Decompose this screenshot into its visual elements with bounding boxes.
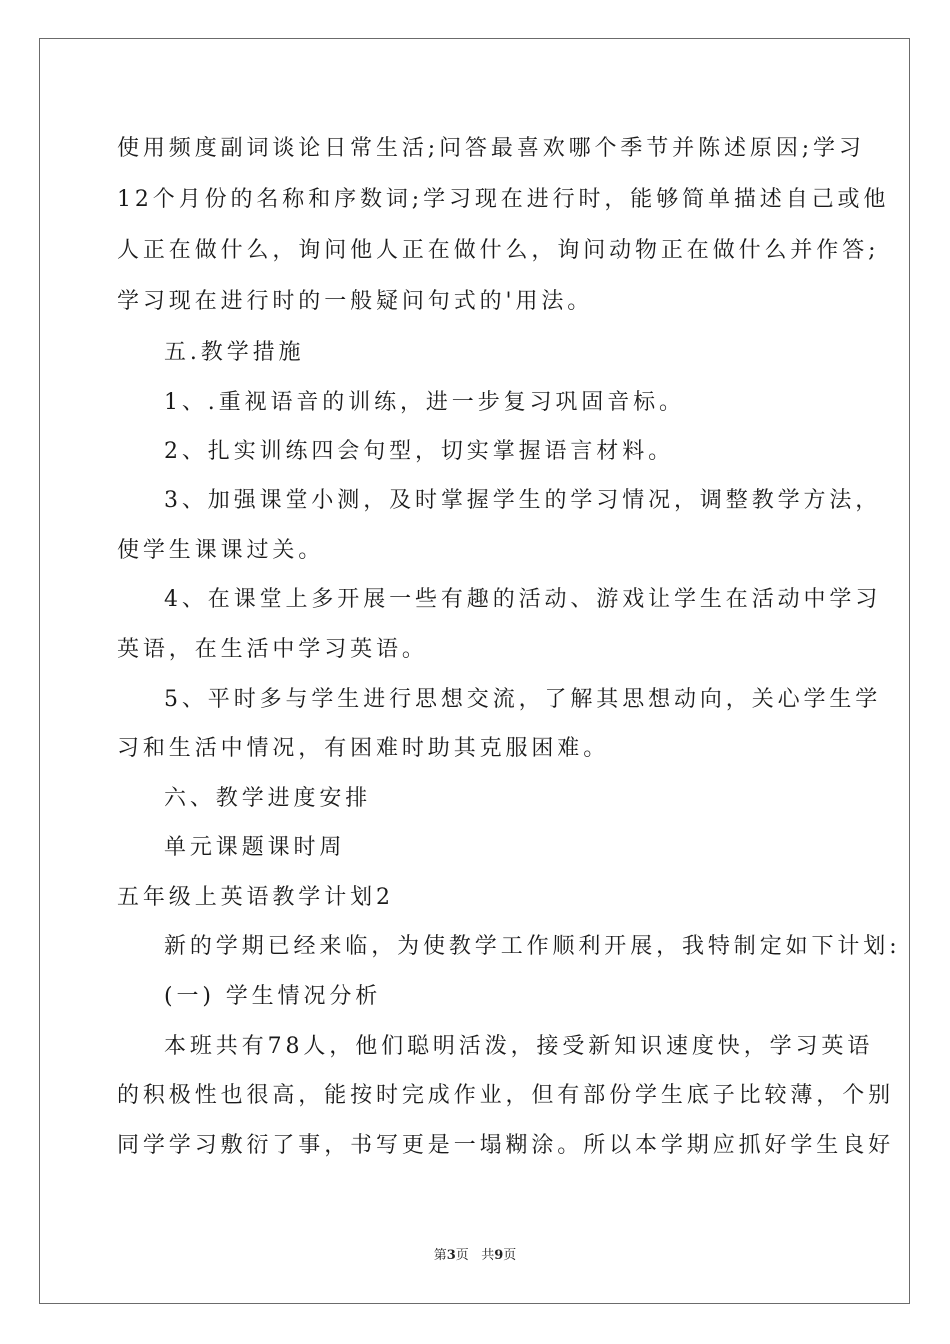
- page-footer: [0, 1247, 950, 1265]
- body-text-line: 英语，在生活中学习英语。: [117, 637, 428, 662]
- body-text-line: 的积极性也很高，能按时完成作业，但有部份学生底子比较薄，个别: [117, 1083, 895, 1108]
- list-item: 1、.重视语音的训练，进一步复习巩固音标。: [164, 390, 685, 415]
- footer-suffix: 页: [503, 1248, 517, 1263]
- section-heading: (一) 学生情况分析: [164, 984, 382, 1009]
- body-text-line: 使用频度副词谈论日常生活;问答最喜欢哪个季节并陈述原因;学习: [117, 136, 865, 161]
- body-text-line: 新的学期已经来临，为使教学工作顺利开展，我特制定如下计划:: [164, 934, 901, 959]
- section-heading: 六、教学进度安排: [164, 786, 372, 811]
- body-text-line: 习和生活中情况，有困难时助其克服困难。: [117, 736, 610, 761]
- footer-mid: 页 共: [455, 1248, 495, 1263]
- list-item: 2、扎实训练四会句型，切实掌握语言材料。: [164, 439, 674, 464]
- current-page-number: 3: [446, 1248, 456, 1263]
- body-text-line: 同学学习敷衍了事，书写更是一塌糊涂。所以本学期应抓好学生良好: [117, 1133, 895, 1158]
- body-text-line: 单元课题课时周: [164, 835, 346, 860]
- body-text-line: 人正在做什么，询问他人正在做什么，询问动物正在做什么并作答;: [117, 238, 880, 263]
- page-border: [39, 38, 910, 1304]
- total-page-number: 9: [494, 1248, 504, 1263]
- body-text-line: 本班共有78人，他们聪明活泼，接受新知识速度快，学习英语: [164, 1034, 874, 1059]
- document-title: 五年级上英语教学计划2: [117, 885, 394, 910]
- body-text-line: 12个月份的名称和序数词;学习现在进行时，能够简单描述自己或他: [117, 187, 890, 212]
- body-text-line: 使学生课课过关。: [117, 538, 325, 563]
- list-item: 5、平时多与学生进行思想交流，了解其思想动向，关心学生学: [164, 687, 882, 712]
- section-heading: 五.教学措施: [164, 340, 305, 365]
- footer-prefix: 第: [433, 1248, 447, 1263]
- body-text-line: 学习现在进行时的一般疑问句式的'用法。: [117, 289, 594, 314]
- list-item: 4、在课堂上多开展一些有趣的活动、游戏让学生在活动中学习: [164, 587, 882, 612]
- list-item: 3、加强课堂小测，及时掌握学生的学习情况，调整教学方法，: [164, 488, 882, 513]
